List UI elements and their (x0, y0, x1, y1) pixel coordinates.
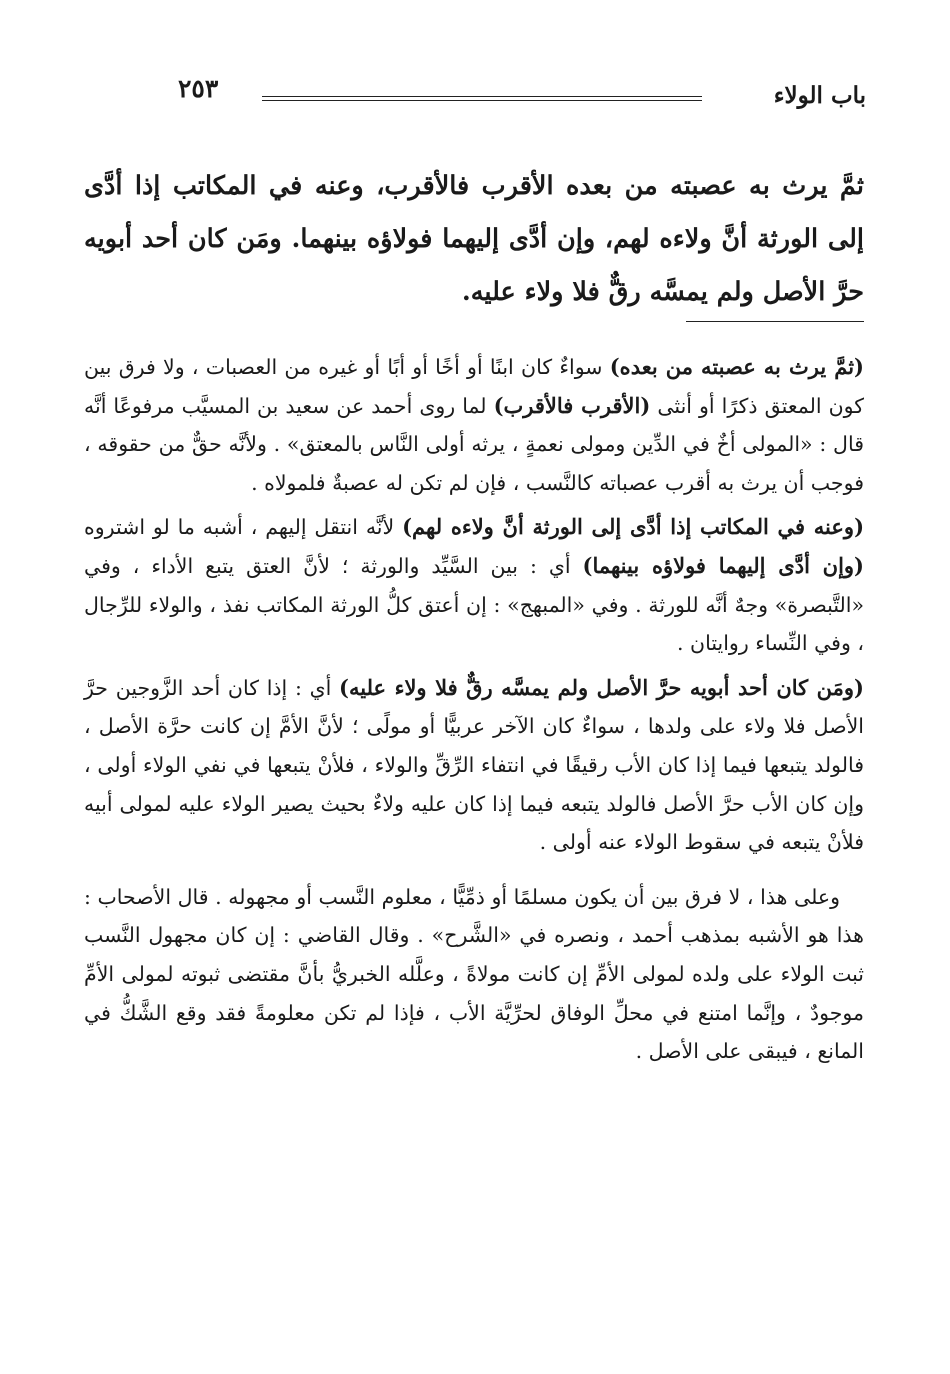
page-number: ٢٥٣ (178, 74, 219, 103)
header-rule (262, 96, 702, 101)
quoted-matn: (وعنه في المكاتب إذا أدَّى إلى الورثة أنَّ ولاءه لهم) (402, 514, 864, 540)
separator-rule (686, 321, 864, 322)
quoted-matn: (ومَن كان أحد أبويه حرَّ الأصل ولم يمسَّه رقٌّ فلا ولاء عليه) (339, 674, 864, 700)
commentary-text: لأنَّه انتقل إليهم ، أشبه ما لو اشتروه (84, 515, 403, 540)
commentary-paragraph (84, 669, 864, 862)
commentary-paragraph (84, 878, 864, 1071)
commentary-text: لما روى أحمد عن سعيد بن المسيَّب مرفوعًا أنَّه قال : «المولى أخٌ في الدِّين ومولى نعمةٍ ، يرثه أولى النَّاس بالمعتق» . ولأنَّه حقٌّ من حقوقه ، فوجب أن يرث به أقرب عصباته كالنَّسب ، فإن لم تكن له عصبةٌ فلمولاه . (84, 393, 864, 495)
commentary-text: أي : بين السَّيِّد والورثة ؛ لأنَّ العتق يتبع الأداء ، وفي «التَّبصرة» وجهٌ أنَّه للورثة . وفي «المبهج» : إن أعتق كلُّ الورثة المكاتب نفذ ، والولاء للرِّجال ، وفي النِّساء روايتان . (84, 553, 864, 656)
matn-text: ثمَّ يرث به عصبته من بعده الأقرب فالأقرب، وعنه في المكاتب إذا أدَّى إلى الورثة أنَّ ولاءه لهم، وإن أدَّى إليهما فولاؤه بينهما. ومَن كان أحد أبويه حرَّ الأصل ولم يمسَّه رقٌّ فلا ولاء عليه. (84, 171, 864, 307)
commentary-text: أي : إذا كان أحد الزَّوجين حرَّ الأصل فلا ولاء على ولدها ، سواءٌ كان الآخر عربيًّا أو مولًى ؛ لأنَّ الأمَّ إن كانت حرَّة الأصل ، فالولد يتبعها فيما إذا كان الأب رقيقًا في انتفاء الرِّقِّ والولاء ، فلأنْ يتبعها في نفي الولاء أولى ، وإن كان الأب حرَّ الأصل فالولد يتبعه فيما إذا كان عليه ولاءٌ بحيث يصير الولاء عليه لمولى أبيه فلأنْ يتبعه في سقوط الولاء عنه أولى . (84, 675, 864, 855)
commentary-paragraph (84, 508, 864, 662)
commentary (84, 348, 864, 1071)
commentary-text: وعلى هذا ، لا فرق بين أن يكون مسلمًا أو ذمِّيًّا ، معلوم النَّسب أو مجهوله . قال الأصحاب : هذا هو الأشبه بمذهب أحمد ، ونصره في «الشَّرح» . وقال القاضي : إن كان مجهول النَّسب ثبت الولاء على ولده لمولى الأمِّ إن كانت مولاةً ، وعلَّله الخبريُّ بأنَّ مقتضى ثبوته لمولى الأمِّ موجودٌ ، وإنَّما امتنع في محلِّ الوفاق لحرِّيَّة الأب ، فإذا لم تكن معلومةً فقد وقع الشَّكُّ في المانع ، فيبقى على الأصل . (84, 884, 864, 1064)
quoted-matn: (وإن أدَّى إليهما فولاؤه بينهما) (582, 552, 864, 578)
chapter-title: باب الولاء (773, 82, 866, 109)
commentary-paragraph (84, 348, 864, 502)
quoted-matn: (ثمَّ يرث به عصبته من بعده) (609, 354, 864, 379)
commentary-text: سواءٌ كان ابنًا أو أخًا أو أبًا أو غيره من العصبات ، ولا فرق بين كون المعتق ذكرًا أو أنثى (84, 355, 864, 418)
quoted-matn: (الأقرب فالأقرب) (493, 392, 651, 418)
page-header (0, 72, 950, 122)
